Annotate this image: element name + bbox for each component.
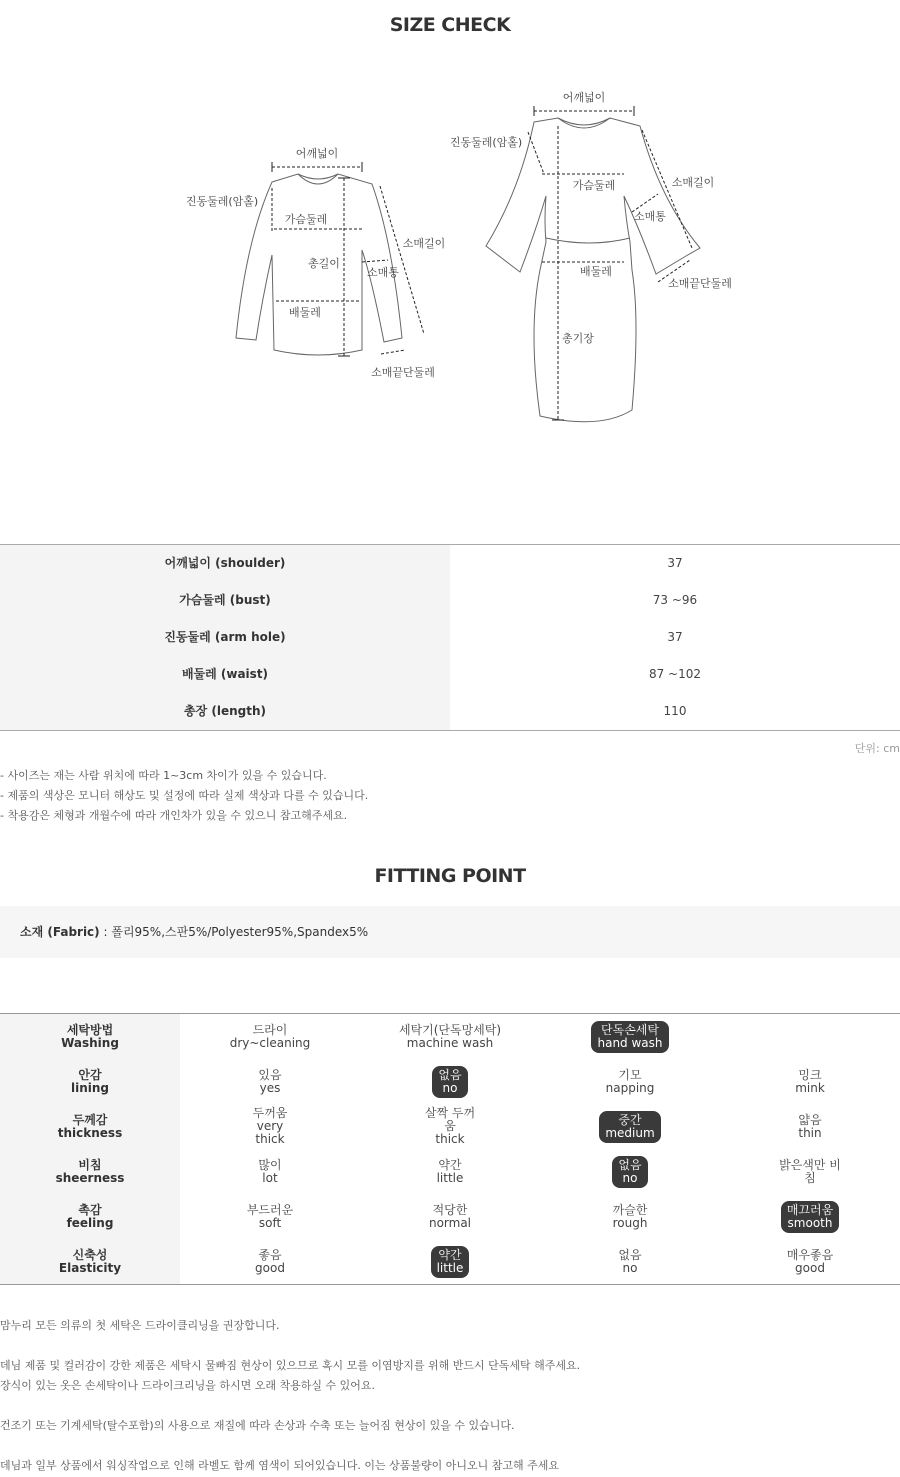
- size-row: [0, 545, 900, 582]
- fitting-label-en: lining: [70, 1080, 109, 1095]
- option-en: little: [436, 1260, 464, 1275]
- option-ko: 없음: [618, 1247, 642, 1262]
- size-row: [0, 693, 900, 730]
- fabric-box: [0, 906, 900, 958]
- size-note: - 제품의 색상은 모니터 해상도 및 설정에 따라 실제 색상과 다를 수 있습니다.: [0, 789, 369, 802]
- option-en: lot: [262, 1170, 278, 1185]
- fitting-cell: [360, 1104, 540, 1149]
- size-row: [0, 619, 900, 656]
- size-value: 37: [667, 556, 683, 570]
- fitting-option: [431, 1156, 470, 1188]
- fitting-label-ko: 촉감: [78, 1202, 102, 1217]
- option-ko: 매끄러움: [786, 1202, 834, 1217]
- fitting-row-label: [0, 1239, 180, 1284]
- care-note: [0, 1336, 580, 1356]
- option-ko: 있음: [258, 1067, 282, 1082]
- option-en: very thick: [255, 1119, 285, 1146]
- fitting-option: [252, 1066, 287, 1098]
- option-en: thick: [435, 1132, 465, 1146]
- cardigan-sleeve-length-label: 소매길이: [402, 237, 446, 250]
- fitting-cell: [540, 1194, 720, 1239]
- fitting-row: [0, 1104, 900, 1149]
- fitting-option-selected: [591, 1021, 668, 1053]
- option-ko: 약간: [438, 1157, 462, 1172]
- size-label: 총장 (length): [0, 693, 450, 730]
- option-en: mink: [795, 1080, 825, 1095]
- fitting-label-en: thickness: [57, 1125, 123, 1140]
- fitting-option: [252, 1156, 287, 1188]
- cardigan-armhole-label: 진동둘레(암홀): [185, 195, 259, 208]
- fitting-cell: [180, 1239, 360, 1284]
- fitting-row-label: [0, 1059, 180, 1104]
- size-row: [0, 582, 900, 619]
- fitting-option: [789, 1066, 831, 1098]
- fitting-cell: [360, 1059, 540, 1104]
- cardigan-sleeve-width-label: 소매통: [367, 266, 399, 279]
- fitting-cell: [180, 1104, 360, 1149]
- dress-sleeve-width-label: 소매통: [634, 210, 666, 223]
- fitting-cell: [540, 1059, 720, 1104]
- option-en: yes: [259, 1080, 281, 1095]
- fitting-option: [612, 1246, 647, 1278]
- option-ko: 중간: [618, 1112, 642, 1127]
- fitting-row-label: [0, 1194, 180, 1239]
- fitting-option: [247, 1104, 294, 1149]
- fitting-option: [419, 1104, 481, 1149]
- size-check-title: SIZE CHECK: [389, 14, 511, 36]
- option-en: smooth: [787, 1215, 833, 1230]
- care-notes: [0, 1316, 580, 1476]
- dress-shoulder-label: 어깨넓이: [562, 91, 606, 104]
- fitting-cell: [360, 1014, 540, 1059]
- fitting-row: [0, 1059, 900, 1104]
- fitting-label-ko: 안감: [78, 1067, 102, 1082]
- size-value: 73 ~96: [652, 593, 698, 607]
- dress-sleeve-length-label: 소매길이: [671, 176, 715, 189]
- option-ko: 단독손세탁: [601, 1022, 659, 1037]
- size-table: [0, 544, 900, 731]
- fitting-option-selected: [781, 1201, 839, 1233]
- fitting-label-ko: 세탁방법: [66, 1022, 114, 1037]
- option-ko: 부드러운: [246, 1202, 294, 1217]
- fitting-cell: [540, 1149, 720, 1194]
- option-ko: 밍크: [798, 1067, 822, 1082]
- option-en: thin: [798, 1125, 822, 1140]
- size-value: 37: [667, 630, 683, 644]
- fitting-row: [0, 1239, 900, 1284]
- cardigan-shoulder-label: 어깨넓이: [295, 147, 339, 160]
- fitting-label-ko: 두께감: [72, 1112, 108, 1127]
- size-label: 어깨넓이 (shoulder): [0, 545, 450, 582]
- fitting-cell: [360, 1239, 540, 1284]
- care-note: [0, 1396, 580, 1416]
- option-ko: 까슬한: [612, 1202, 648, 1217]
- fitting-option-selected: [612, 1156, 647, 1188]
- option-ko: 밝은색만 비 침: [779, 1157, 841, 1185]
- option-ko: 약간: [438, 1247, 462, 1262]
- option-en: dry~cleaning: [229, 1035, 311, 1050]
- cardigan-bust-label: 가슴둘레: [284, 213, 328, 226]
- dress-armhole-label: 진동둘레(암홀): [449, 136, 523, 149]
- option-en: no: [622, 1170, 638, 1185]
- option-en: good: [795, 1260, 825, 1275]
- option-en: no: [622, 1260, 638, 1275]
- option-en: normal: [428, 1215, 472, 1230]
- option-ko: 두꺼움: [252, 1106, 288, 1120]
- fitting-cell: [540, 1104, 720, 1149]
- fitting-label-en: feeling: [66, 1215, 114, 1230]
- fitting-label-en: sheerness: [55, 1170, 125, 1185]
- fitting-cell: [180, 1149, 360, 1194]
- fitting-cell: [180, 1059, 360, 1104]
- size-label: 배둘레 (waist): [0, 656, 450, 693]
- size-note: - 착용감은 체형과 개월수에 따라 개인차가 있을 수 있으니 참고해주세요.: [0, 809, 348, 822]
- dress-total-length-label: 총기장: [562, 332, 594, 345]
- size-row: [0, 656, 900, 693]
- fabric-value: : 폴리95%,스판5%/Polyester95%,Spandex5%: [103, 925, 369, 939]
- unit-label: 단위: cm: [854, 742, 900, 755]
- fitting-label-en: Elasticity: [58, 1260, 122, 1275]
- option-ko: 매우좋음: [786, 1247, 834, 1262]
- fabric-label: 소재 (Fabric): [20, 925, 100, 939]
- fitting-cell: [720, 1149, 900, 1194]
- option-ko: 기모: [618, 1067, 642, 1082]
- fitting-option: [423, 1201, 477, 1233]
- fitting-cell: [720, 1104, 900, 1149]
- size-note: - 사이즈는 재는 사람 위치에 따라 1~3cm 차이가 있을 수 있습니다.: [0, 769, 327, 782]
- care-note: 장식이 있는 옷은 손세탁이나 드라이크리닝을 하시면 오래 착용하실 수 있어요.: [0, 1379, 375, 1392]
- fitting-option-selected: [431, 1246, 470, 1278]
- fitting-row: [0, 1149, 900, 1194]
- option-ko: 좋음: [258, 1247, 282, 1262]
- fitting-cell: [720, 1014, 900, 1059]
- size-notes: [0, 766, 368, 826]
- option-en: hand wash: [597, 1035, 663, 1050]
- option-ko: 많이: [258, 1157, 282, 1172]
- dress-cuff-label: 소매끝단둘레: [668, 277, 732, 290]
- size-label: 진동둘레 (arm hole): [0, 619, 450, 656]
- cardigan-waist-label: 배둘레: [289, 306, 321, 319]
- fitting-option: [607, 1201, 654, 1233]
- care-note: 데님과 일부 상품에서 워싱작업으로 인해 라벨도 함께 염색이 되어있습니다. 이는 상품불량이 아니오니 참고해 주세요: [0, 1459, 559, 1472]
- fitting-cell: [720, 1194, 900, 1239]
- cardigan-cuff-label: 소매끝단둘레: [371, 366, 435, 379]
- size-label: 가슴둘레 (bust): [0, 582, 450, 619]
- fitting-cell: [540, 1239, 720, 1284]
- fitting-cell: [720, 1239, 900, 1284]
- care-note: [0, 1436, 580, 1456]
- option-ko: 드라이: [252, 1022, 288, 1037]
- fitting-option: [773, 1156, 847, 1188]
- fitting-option: [781, 1246, 839, 1278]
- fitting-row-label: [0, 1014, 180, 1059]
- fitting-row: [0, 1194, 900, 1239]
- option-en: good: [255, 1260, 285, 1275]
- fitting-row-label: [0, 1149, 180, 1194]
- size-diagram: [0, 70, 900, 450]
- fitting-option: [792, 1111, 827, 1143]
- option-en: napping: [605, 1080, 655, 1095]
- option-ko: 세탁기(단독망세탁): [398, 1022, 502, 1037]
- dress-bust-label: 가슴둘레: [572, 179, 616, 192]
- fitting-cell: [180, 1194, 360, 1239]
- option-en: machine wash: [406, 1035, 494, 1050]
- fitting-option: [241, 1201, 299, 1233]
- fitting-option: [224, 1021, 317, 1053]
- fitting-option: [249, 1246, 291, 1278]
- size-value: 110: [663, 704, 687, 718]
- option-en: rough: [612, 1215, 648, 1230]
- option-ko: 적당한: [432, 1202, 468, 1217]
- fitting-point-title: FITTING POINT: [374, 865, 526, 887]
- option-ko: 없음: [618, 1157, 642, 1172]
- cardigan-length-label: 총길이: [308, 257, 340, 270]
- fitting-cell: [360, 1149, 540, 1194]
- fitting-label-ko: 신축성: [72, 1247, 108, 1262]
- dress-waist-label: 배둘레: [580, 265, 612, 278]
- fitting-table: [0, 1013, 900, 1285]
- fitting-option-selected: [432, 1066, 467, 1098]
- option-en: no: [442, 1080, 458, 1095]
- option-en: soft: [258, 1215, 282, 1230]
- fitting-label-ko: 비침: [78, 1157, 102, 1172]
- option-ko: 없음: [438, 1067, 462, 1082]
- fitting-option: [804, 1034, 816, 1040]
- option-en: medium: [605, 1125, 655, 1140]
- fitting-row-label: [0, 1104, 180, 1149]
- fitting-option: [600, 1066, 661, 1098]
- fitting-option-selected: [599, 1111, 660, 1143]
- fitting-cell: [540, 1014, 720, 1059]
- option-ko: 살짝 두꺼 움: [424, 1106, 476, 1133]
- care-note: 데님 제품 및 컬러감이 강한 제품은 세탁시 물빠짐 현상이 있으므로 혹시 모를 이염방지를 위해 반드시 단독세탁 해주세요.: [0, 1359, 581, 1372]
- fitting-cell: [720, 1059, 900, 1104]
- fitting-row: [0, 1014, 900, 1059]
- care-note: 건조기 또는 기계세탁(탈수포함)의 사용으로 재질에 따라 손상과 수축 또는 늘어짐 현상이 있을 수 있습니다.: [0, 1419, 515, 1432]
- option-en: little: [436, 1170, 464, 1185]
- option-ko: 얇음: [798, 1112, 822, 1127]
- fitting-option: [393, 1021, 507, 1053]
- fitting-cell: [180, 1014, 360, 1059]
- fitting-label-en: Washing: [61, 1035, 119, 1050]
- fitting-cell: [360, 1194, 540, 1239]
- care-note: 맘누리 모든 의류의 첫 세탁은 드라이클리닝을 권장합니다.: [0, 1319, 280, 1332]
- size-value: 87 ~102: [648, 667, 702, 681]
